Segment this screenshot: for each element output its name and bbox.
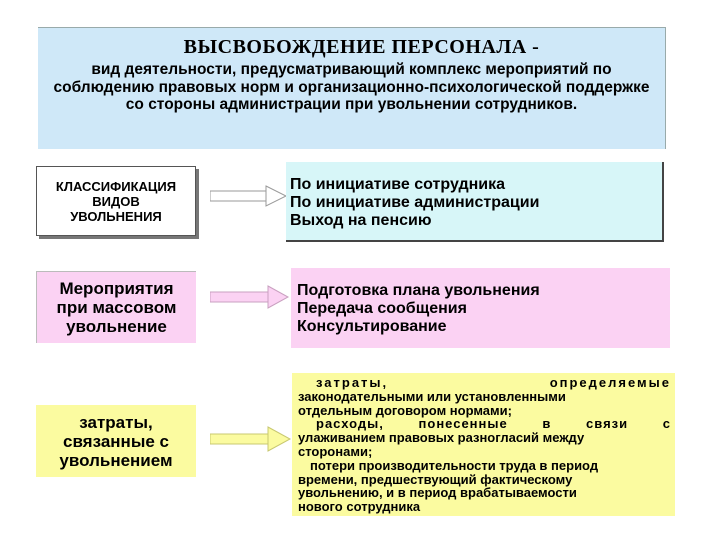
arrow-right-icon (210, 285, 290, 309)
list-item: Консультирование (297, 318, 447, 335)
costs-label-line: затраты, (79, 412, 153, 432)
classification-items-box (286, 162, 664, 242)
mass-dismissal-label-box (36, 271, 196, 343)
mass-dismissal-label-line: увольнение (66, 317, 167, 336)
list-item: Выход на пенсию (290, 212, 432, 229)
classification-label-line: УВОЛЬНЕНИЯ (70, 208, 162, 224)
costs-label-line: связанные с (63, 431, 169, 451)
definition-title: ВЫСВОБОЖДЕНИЕ ПЕРСОНАЛА - (183, 36, 540, 58)
costs-description-box (292, 373, 675, 516)
list-item: По инициативе сотрудника (290, 176, 505, 193)
list-item: Передача сообщения (297, 300, 467, 317)
costs-text-line: потери производительности труда в период (310, 457, 599, 473)
list-item: По инициативе администрации (290, 194, 540, 211)
classification-label-line: ВИДОВ (92, 193, 140, 209)
costs-label-line: увольнением (59, 450, 173, 470)
definition-box (38, 27, 666, 149)
costs-text-line: нового сотрудника (298, 499, 421, 515)
arrow-right-icon (210, 426, 292, 452)
mass-dismissal-items-box (291, 268, 670, 348)
costs-text-line: сторонами; (298, 443, 373, 459)
mass-dismissal-label-line: при массовом (56, 298, 177, 317)
costs-text-line: законодательными или установленными (298, 388, 566, 404)
costs-text-line: расходы, понесенные в связи с (316, 416, 671, 432)
arrow-right-icon (210, 185, 288, 207)
costs-text-line: улаживанием правовых разногласий между (298, 430, 585, 446)
mass-dismissal-label-line: Мероприятия (59, 279, 174, 298)
list-item: Подготовка плана увольнения (297, 282, 540, 299)
costs-text-line: увольнению, и в период врабатываемости (298, 485, 577, 501)
definition-text: вид деятельности, предусматривающий комплекс мероприятий по соблюдению правовых норм и организационно-психологической поддержке со стороны администрации при увольнении сотрудников. (53, 61, 650, 113)
costs-label-box (36, 405, 196, 477)
costs-text-line: времени, предшествующий фактическому (298, 471, 573, 487)
costs-text-line: отдельным договором нормами; (298, 402, 512, 418)
classification-label-box (36, 166, 196, 236)
costs-text-line: затраты, определяемые (316, 375, 671, 390)
classification-label-line: КЛАССИФИКАЦИЯ (55, 178, 177, 194)
